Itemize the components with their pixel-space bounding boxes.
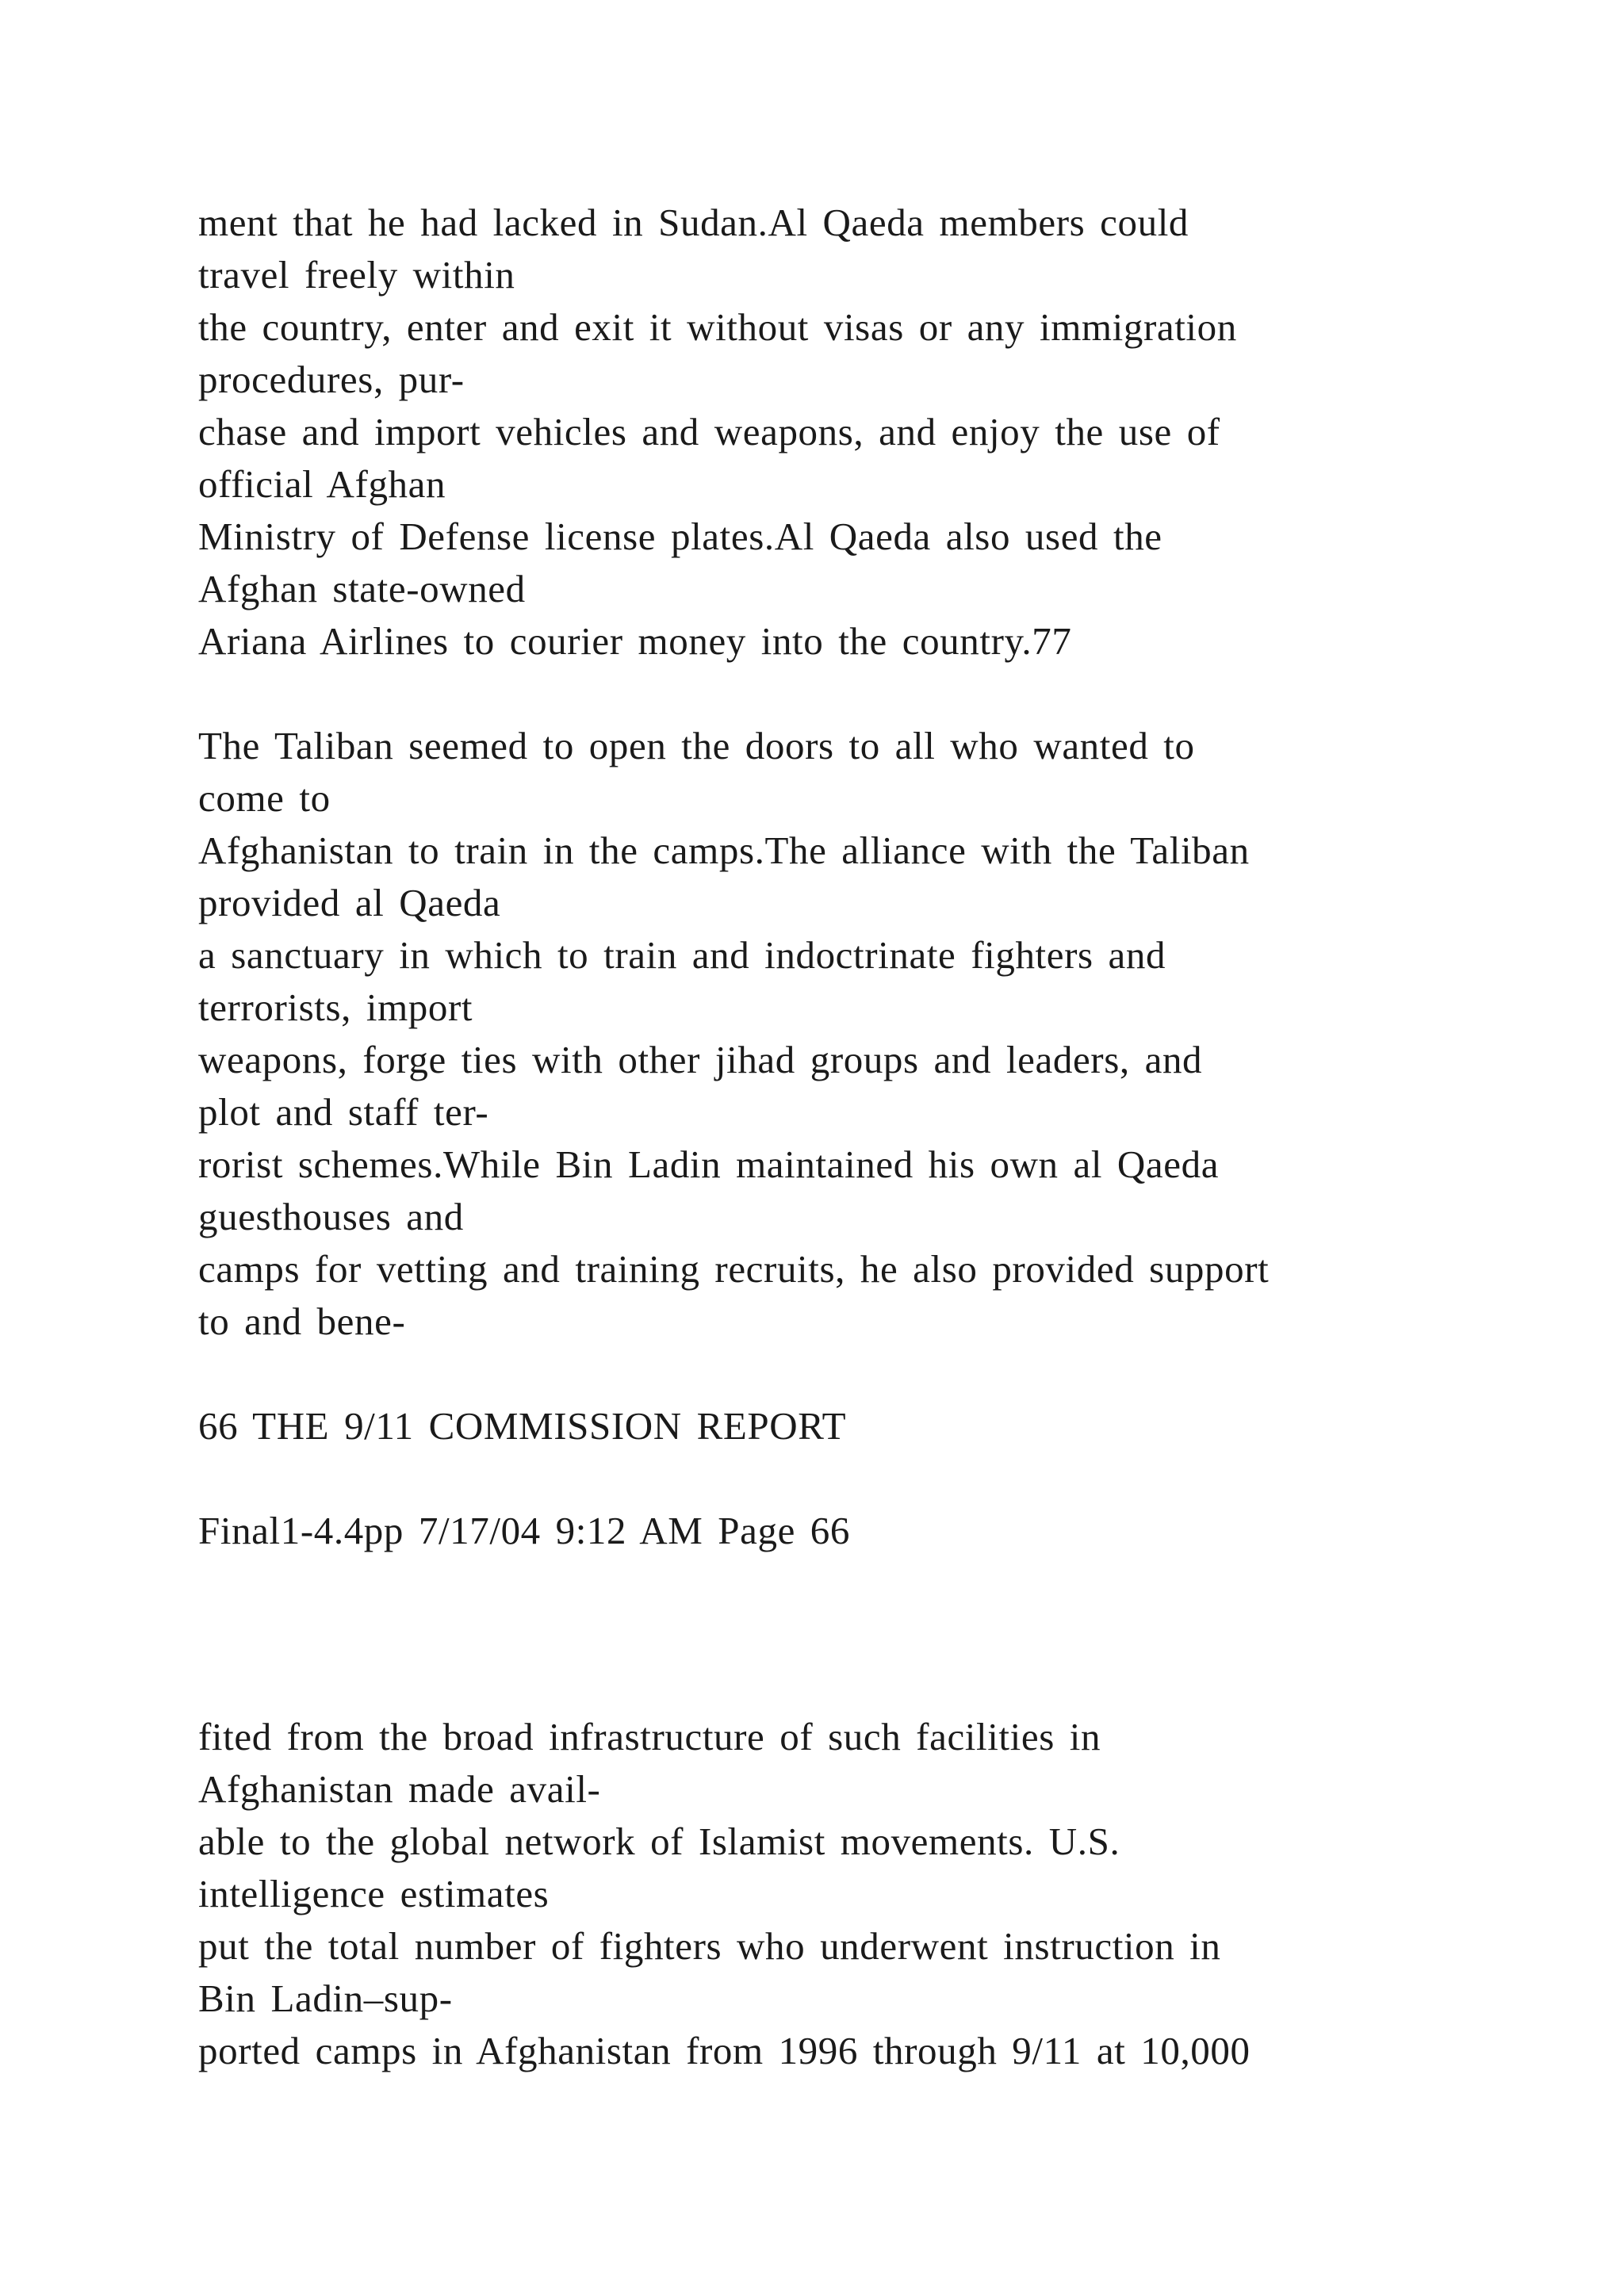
text-line: a sanctuary in which to train and indoctrinate fighters and bbox=[198, 933, 1166, 977]
text-line: put the total number of fighters who underwent instruction in bbox=[198, 1924, 1221, 1968]
text-line: intelligence estimates bbox=[198, 1872, 550, 1915]
text-line: camps for vetting and training recruits, he also provided support bbox=[198, 1247, 1270, 1291]
text-line: plot and staff ter- bbox=[198, 1090, 489, 1134]
text-line: procedures, pur- bbox=[198, 358, 465, 401]
text-line: Afghan state-owned bbox=[198, 567, 526, 610]
text-line: able to the global network of Islamist movements. U.S. bbox=[198, 1820, 1120, 1863]
text-line: to and bene- bbox=[198, 1299, 406, 1343]
text-line: ment that he had lacked in Sudan.Al Qaeda members could bbox=[198, 201, 1189, 244]
text-line: terrorists, import bbox=[198, 985, 473, 1029]
text-line: provided al Qaeda bbox=[198, 881, 501, 924]
text-line: fited from the broad infrastructure of such facilities in bbox=[198, 1715, 1101, 1758]
text-line: come to bbox=[198, 776, 331, 820]
text-line: Ariana Airlines to courier money into the country.77 bbox=[198, 619, 1072, 663]
text-line: official Afghan bbox=[198, 462, 446, 506]
text-line: Ministry of Defense license plates.Al Qaeda also used the bbox=[198, 515, 1162, 558]
text-line: the country, enter and exit it without visas or any immigration bbox=[198, 305, 1237, 349]
text-line: guesthouses and bbox=[198, 1195, 464, 1238]
text-line: weapons, forge ties with other jihad groups and leaders, and bbox=[198, 1038, 1203, 1081]
file-stamp: Final1-4.4pp 7/17/04 9:12 AM Page 66 bbox=[198, 1509, 850, 1552]
text-line: Afghanistan to train in the camps.The alliance with the Taliban bbox=[198, 828, 1250, 872]
text-line: travel freely within bbox=[198, 253, 515, 297]
running-footer: 66 THE 9/11 COMMISSION REPORT bbox=[198, 1404, 847, 1448]
text-line: rorist schemes.While Bin Ladin maintained his own al Qaeda bbox=[198, 1142, 1220, 1186]
text-line: ported camps in Afghanistan from 1996 through 9/11 at 10,000 bbox=[198, 2029, 1251, 2072]
text-line: Afghanistan made avail- bbox=[198, 1767, 601, 1811]
text-line: chase and import vehicles and weapons, and enjoy the use of bbox=[198, 410, 1220, 453]
text-line: The Taliban seemed to open the doors to all who wanted to bbox=[198, 724, 1195, 767]
text-line: Bin Ladin–sup- bbox=[198, 1976, 453, 2020]
